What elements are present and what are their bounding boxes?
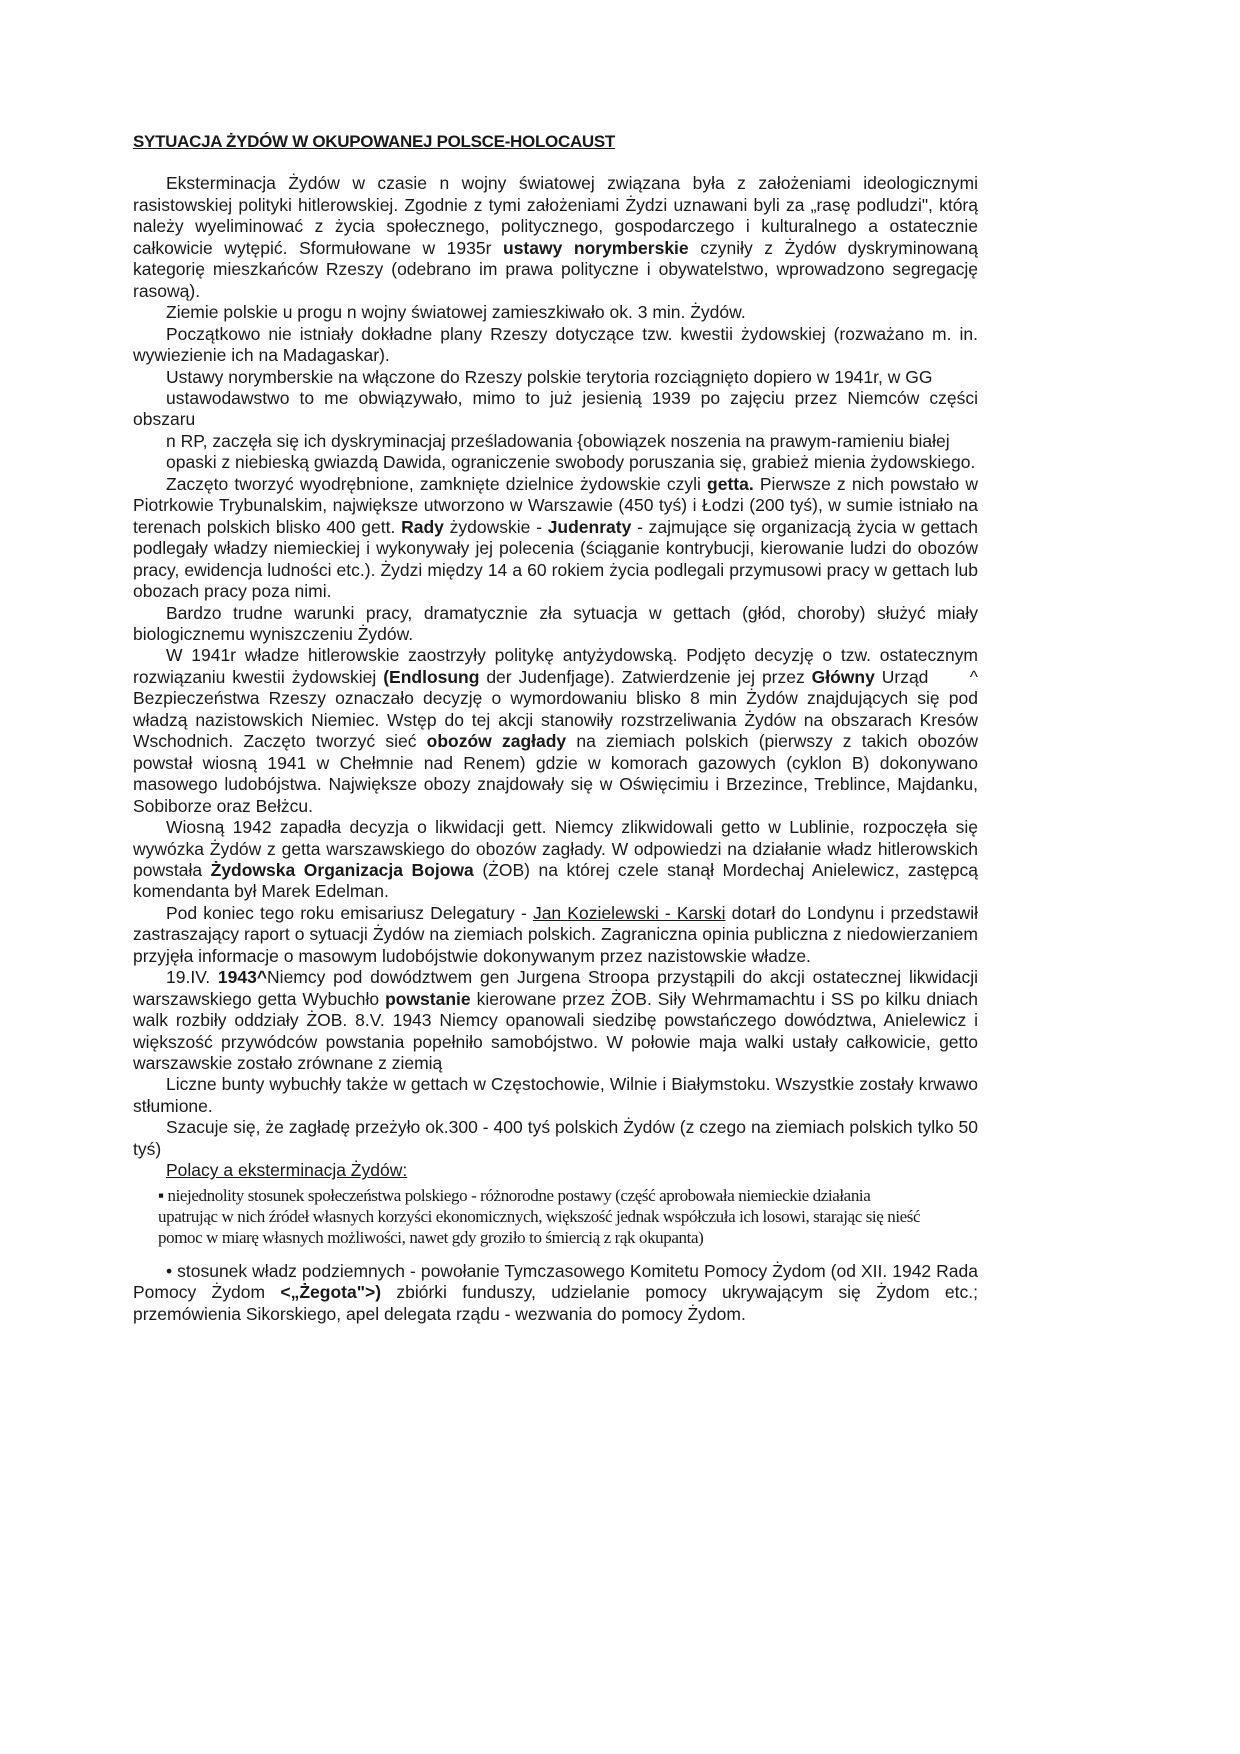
- bold-text: ustawy norymberskie: [503, 237, 689, 258]
- document-page: [133, 131, 978, 1325]
- text-run: Niemcy pod dowództwem gen Jurgena Stroopa przystąpili do akcji ostatecznej likwidacji warszawskiego getta Wybuchło: [133, 967, 978, 1009]
- section-subheading: Polacy a eksterminacja Żydów:: [166, 1160, 408, 1181]
- text-run: Urząd ^ Bezpieczeństwa Rzeszy oznaczało decyzję o wymordowaniu blisko 8 min Żydów znajdujących się pod władzą nazistowskich Niemiec. Wstęp do tej akcji stanowiły rozstrzeliwania Żydów na obszarach Kresów Wschodnich. Zaczęto tworzyć sieć: [133, 666, 978, 752]
- text-run: zbiórki funduszy, udzielanie pomocy ukrywającym się Żydom etc.; przemówienia Sikorskiego, apel delegata rządu - wezwania do pomocy Żydom.: [133, 1282, 978, 1324]
- bold-text: Żydowska Organizacja Bojowa: [210, 859, 474, 880]
- text-run: czyniły z Żydów dyskryminowaną kategorię mieszkańców Rzeszy (odebrano im prawa polityczne i obywatelstwo, wprowadzono segregację rasową).: [133, 237, 978, 301]
- text-run: Pierwsze z nich powstało w Piotrkowie Trybunalskim, największe utworzono w Warszawie (450 tyś) i Łodzi (200 tyś), w sumie istniało na terenach polskich blisko 400 gett.: [133, 473, 978, 537]
- paragraph: [133, 603, 978, 646]
- paragraph: [133, 1074, 978, 1117]
- paragraph: [133, 367, 978, 388]
- bold-text: <„Żegota">): [280, 1282, 382, 1303]
- text-run: Bardzo trudne warunki pracy, dramatycznie zła sytuacja w gettach (głód, choroby) służyć miały biologicznemu wyniszczeniu Żydów.: [133, 602, 978, 644]
- text-run: 19.IV.: [166, 967, 218, 988]
- text-run: Eksterminacja Żydów w czasie n wojny światowej związana była z założeniami ideologicznymi rasistowskiej polityki hitlerowskiej. Zgodnie z tymi założeniami Żydzi uznawani byli za „rasę podludzi", którą należy wyeliminować z życia społecznego, politycznego, gospodarczego i kulturalnego a ostatecznie całkowicie wytępić. Sformułowane w 1935r: [133, 173, 978, 258]
- bold-text: obozów zagłady: [426, 731, 567, 752]
- text-run: - zajmujące się organizacją życia w gettach podlegały władzy niemieckiej i wykonywały jej polecenia (ściąganie kontrybucji, kierowanie ludzi do obozów pracy, ewidencja ludności etc.). Żydzi między 14 a 60 rokiem życia podlegali przymusowi pracy w gettach lub obozach pracy poza nimi.: [133, 516, 978, 602]
- paragraph: [133, 903, 978, 967]
- bullet-item-underground-authorities: [133, 1261, 978, 1325]
- bold-text: (Endlosung: [383, 666, 480, 687]
- text-run: Ustawy norymberskie na włączone do Rzeszy polskie terytoria rozciągnięto dopiero w 1941r, w GG: [166, 366, 933, 387]
- bold-text: Główny: [811, 666, 875, 687]
- bold-text: powstanie: [385, 988, 471, 1009]
- bullet-item-society: ▪ niejednolity stosunek społeczeństwa polskiego - różnorodne postawy (część aprobowała niemieckie działania upatrując w nich źródeł własnych korzyści ekonomicznych, większość jednak współczuła ich losowi, starając się nieść pomoc w miarę własnych możliwości, nawet gdy groziło to śmiercią z rąk okupanta): [158, 1185, 921, 1248]
- text-run: (ŻOB) na której czele stanął Mordechaj Anielewicz, zastępcą komendanta był Marek Edelman.: [133, 859, 978, 902]
- paragraph: [133, 967, 978, 1074]
- text-run: dotarł do Londynu i przedstawił zastraszający raport o sytuacji Żydów na ziemiach polskich. Zagraniczna opinia publiczna z niedowierzaniem przyjęła informacje o masowym ludobójstwie dokonywanym przez nazistowskie władze.: [133, 902, 979, 966]
- paragraph: [133, 1117, 978, 1160]
- bold-text: getta.: [707, 473, 754, 494]
- text-run: der Judenfjage). Zatwierdzenie jej przez: [479, 666, 812, 687]
- text-run: ustawodawstwo to me obwiązywało, mimo to już jesienią 1939 po zajęciu przez Niemców części obszaru: [133, 387, 978, 430]
- text-run: Liczne bunty wybuchły także w gettach w Częstochowie, Wilnie i Białymstoku. Wszystkie zostały krwawo stłumione.: [133, 1074, 978, 1116]
- bold-text: Judenraty: [547, 516, 632, 537]
- paragraph: [133, 302, 978, 323]
- paragraph: [133, 474, 978, 603]
- text-run: n RP, zaczęła się ich dyskryminacjaj prześladowania {obowiązek noszenia na prawym-ramieniu białej: [166, 430, 950, 451]
- text-run: kierowane przez ŻOB. Siły Wehrmamachtu i SS po kilku dniach walk rozbiły oddziały ŻOB. 8.V. 1943 Niemcy opanowali siedzibę powstańczego dowództwa, Anielewicz i większość przywódców powstania popełniło samobójstwo. W połowie maja walki ustały całkowicie, getto warszawskie zostało zrównane z ziemią: [133, 988, 978, 1074]
- paragraph: [133, 173, 978, 302]
- text-run: na ziemiach polskich (pierwszy z takich obozów powstał wiosną 1941 w Chełmnie nad Renem) gdzie w komorach gazowych (cyklon B) dokonywano masowego ludobójstwa. Największe obozy znajdowały się w Oświęcimiu i Brzezince, Treblince, Majdanku, Sobiborze oraz Bełżcu.: [133, 731, 978, 816]
- text-run: Początkowo nie istniały dokładne plany Rzeszy dotyczące tzw. kwestii żydowskiej (rozważano m. in. wywiezienie ich na Madagaskar).: [133, 323, 978, 366]
- paragraph: [133, 817, 978, 903]
- paragraph: [133, 645, 978, 817]
- paragraph: [133, 324, 978, 367]
- text-run: Szacuje się, że zagładę przeżyło ok.300 - 400 tyś polskich Żydów (z czego na ziemiach polskich tylko 50 tyś): [133, 1117, 978, 1159]
- text-run: W 1941r władze hitlerowskie zaostrzyły politykę antyżydowską. Podjęto decyzję o tzw. ostatecznym rozwiązaniu kwestii żydowskiej: [133, 645, 978, 687]
- bold-text: Rady: [401, 516, 444, 537]
- text-run: Zaczęto tworzyć wyodrębnione, zamknięte dzielnice żydowskie czyli: [166, 473, 708, 494]
- underlined-text: Jan Kozielewski - Karski: [532, 902, 726, 923]
- text-run: żydowskie -: [443, 516, 548, 537]
- paragraph: [133, 388, 978, 431]
- paragraph: [133, 431, 978, 452]
- paragraph: [133, 452, 978, 473]
- document-title: SYTUACJA ŻYDÓW W OKUPOWANEJ POLSCE-HOLOCAUST: [133, 132, 616, 151]
- bold-text: 1943^: [217, 967, 268, 988]
- text-run: Wiosną 1942 zapadła decyzja o likwidacji gett. Niemcy zlikwidowali getto w Lublinie, rozpoczęła się wywózka Żydów z getta warszawskiego do obozów zagłady. W odpowiedzi na działanie władz hitlerowskich powstała: [133, 817, 978, 880]
- text-run: • stosunek władz podziemnych - powołanie Tymczasowego Komitetu Pomocy Żydom (od XII. 1942 Rada Pomocy Żydom: [133, 1260, 978, 1303]
- text-run: Ziemie polskie u progu n wojny światowej zamieszkiwało ok. 3 min. Żydów.: [166, 302, 746, 323]
- document-body: [133, 173, 978, 1160]
- text-run: opaski z niebieską gwiazdą Dawida, ograniczenie swobody poruszania się, grabież mienia żydowskiego.: [166, 452, 976, 473]
- text-run: Pod koniec tego roku emisariusz Delegatury -: [166, 902, 533, 923]
